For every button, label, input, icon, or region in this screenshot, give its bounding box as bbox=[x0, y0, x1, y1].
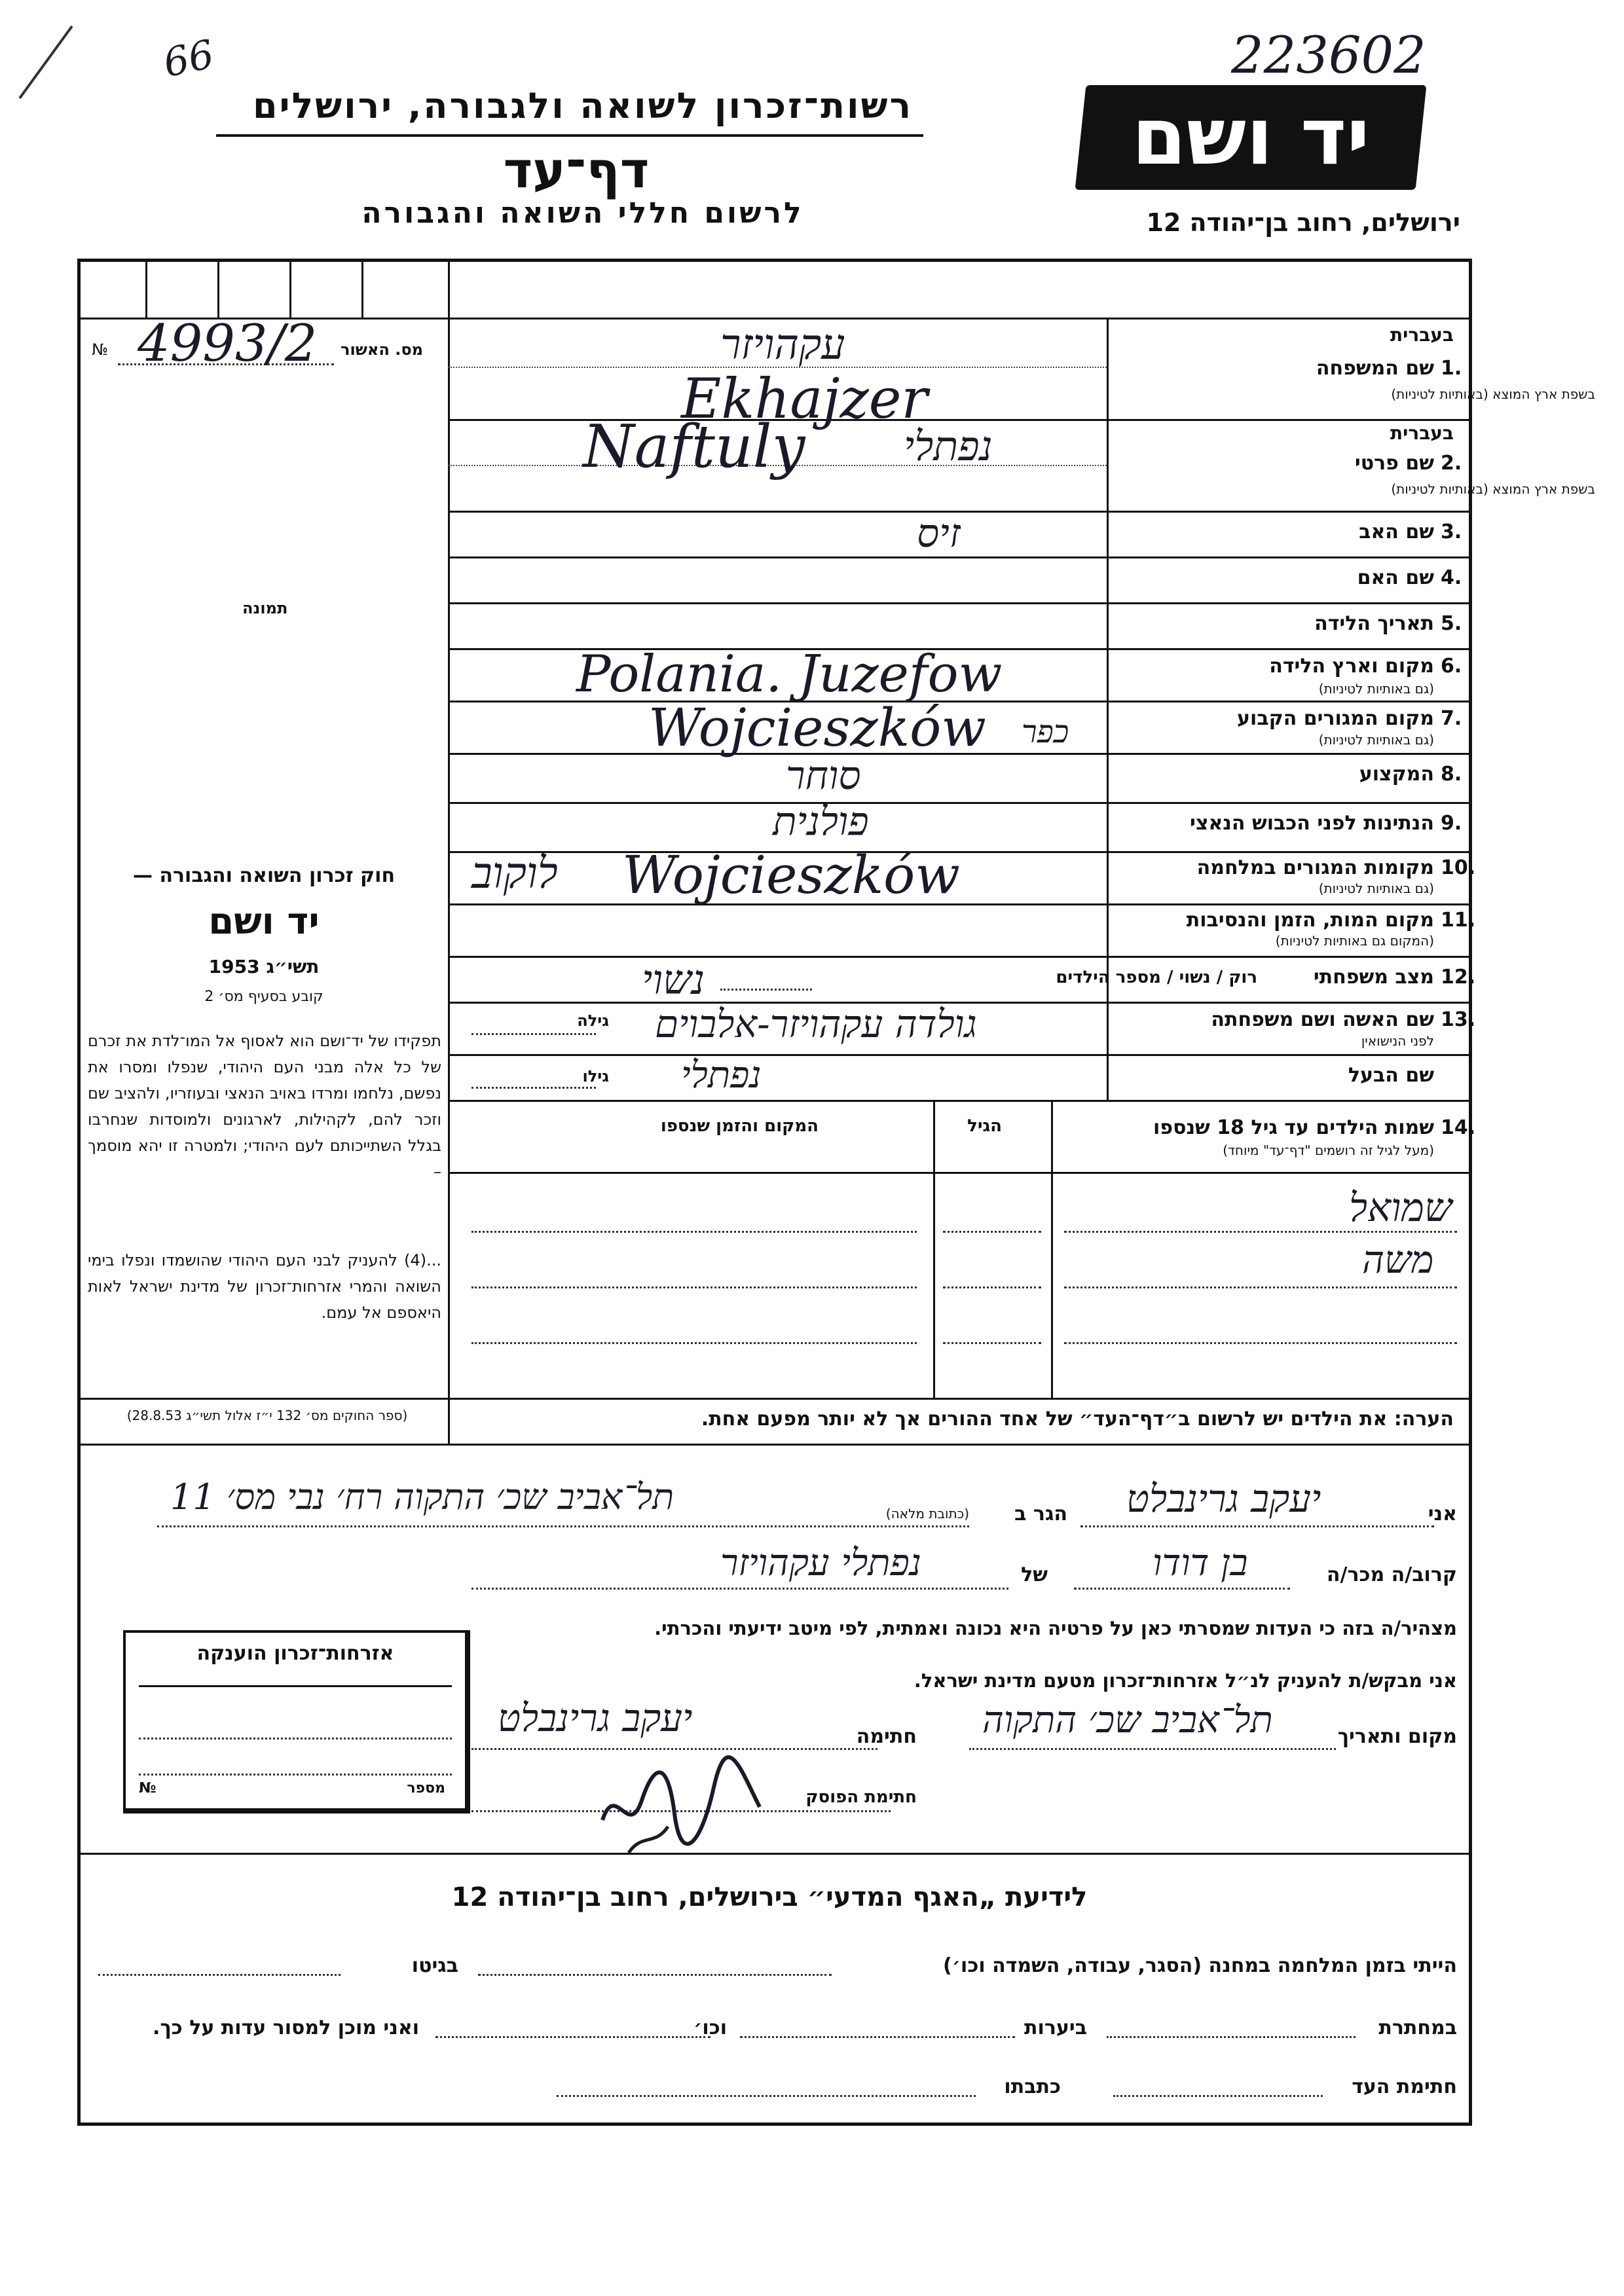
field8-num: 8. bbox=[1441, 763, 1462, 786]
logo-text: יד ושם bbox=[1132, 92, 1370, 183]
children-sub: (מעל לגיל זה רושמים "דף־עד" מיוחד) bbox=[1223, 1142, 1434, 1158]
decl-address-value[interactable]: תל־אביב שכ׳ התקוה רח׳ נבי מס׳ 11 bbox=[170, 1476, 674, 1518]
field2-num: 2. bbox=[1441, 452, 1462, 475]
law-name: יד ושם bbox=[208, 900, 320, 943]
field13-label: שם האשה ושם משפחתה bbox=[1211, 1008, 1434, 1031]
footer-witness-sig-label: חתימת העד bbox=[1352, 2075, 1457, 2098]
decl-of-value[interactable]: נפתלי עקהויזר bbox=[720, 1542, 921, 1584]
field1-value-latin[interactable]: Ekhajzer bbox=[681, 367, 928, 431]
field1-hebrew-tag: בעברית bbox=[1390, 324, 1454, 346]
field8-label: המקצוע bbox=[1359, 763, 1434, 786]
photo-label: תמונה bbox=[242, 599, 288, 617]
decl-signature-value[interactable]: יעקב גרינבלט bbox=[498, 1696, 693, 1740]
children-label: שמות הילדים עד גיל 18 שנספו bbox=[1153, 1116, 1434, 1139]
field2-value-latin[interactable]: Naftuly bbox=[583, 412, 805, 481]
corner-stroke-icon bbox=[13, 20, 92, 105]
field10-sub: (גם באותיות לטיניות) bbox=[1318, 881, 1434, 896]
field12-label: מצב משפחתי bbox=[1313, 966, 1434, 989]
law-source: (ספר החוקים מס׳ 132 י״ז אלול תשי״ג 28.8.53) bbox=[126, 1408, 408, 1423]
field11-num: 11. bbox=[1441, 909, 1476, 932]
law-clause: קובע בסעיף מס׳ 2 bbox=[204, 989, 323, 1005]
form-frame bbox=[77, 259, 1472, 2126]
footer-address-label: כתבתו bbox=[1004, 2075, 1061, 2098]
field11-label: מקום המות, הזמן והנסיבות bbox=[1186, 909, 1434, 932]
form-subtitle: לרשום חללי השואה והגבורה bbox=[361, 196, 804, 230]
field10-value-latin[interactable]: Wojcieszków bbox=[622, 845, 960, 905]
field13-sub: לפני הנישואין bbox=[1361, 1033, 1434, 1049]
citizenship-box bbox=[123, 1630, 470, 1813]
header-rule bbox=[216, 134, 923, 137]
field1-label: שם המשפחה bbox=[1316, 357, 1434, 380]
decl-official-sig-label: חתימת הפוסק bbox=[805, 1787, 917, 1807]
field12-num: 12. bbox=[1441, 966, 1476, 989]
child-name-2[interactable]: משה bbox=[1362, 1237, 1434, 1282]
archive-number: 223602 bbox=[1231, 26, 1426, 85]
field3-value[interactable]: זיס bbox=[917, 511, 961, 556]
field7-value-hebrew[interactable]: כפר bbox=[1022, 714, 1069, 750]
decl-signature-label: חתימה bbox=[856, 1725, 917, 1748]
field6-num: 6. bbox=[1441, 655, 1462, 678]
field8-value[interactable]: סוחר bbox=[786, 753, 861, 799]
law-paragraph-1: תפקידו של יד־ושם הוא לאסוף אל המו־לדת את זכרם של כל אלה מבני העם היהודי, שנפלו ומסרו את נפשם, נלחמו ומרדו באויב הנאצי ובעוזריו, ולהציב שם וזכר להם, לקהילות, לארגונים ולמוסדות שנחרבו בגלל השתייכותם לעם היהודי; ולמטרה זו יהא מוסמך – bbox=[88, 1032, 441, 1181]
field12-options: רוק / נשוי / מספר הילדים bbox=[1056, 968, 1257, 987]
footer-heading: לידיעת „האגף המדעי״ בירושלים, רחוב בן־יהודה 12 bbox=[451, 1882, 1088, 1912]
husband-age-label: גילו bbox=[582, 1067, 609, 1085]
field6-label: מקום וארץ הלידה bbox=[1269, 655, 1434, 678]
left-column-divider bbox=[448, 318, 450, 1398]
field1-sub: בשפת ארץ המוצא (באותיות לטיניות) bbox=[1391, 386, 1595, 402]
citizenship-title: אזרחות־זכרון הוענקה bbox=[196, 1642, 394, 1665]
decl-statement: מצהיר/ה בזה כי העדות שמסרתי כאן על פרטיה היא נכונה ואמתית, לפי מיטב ידיעתי והכרתי. bbox=[654, 1617, 1457, 1639]
decl-i-label: אני bbox=[1428, 1503, 1457, 1525]
law-year: תשי״ג 1953 bbox=[208, 956, 320, 977]
field10-num: 10. bbox=[1441, 856, 1476, 879]
field2-value-hebrew[interactable]: נפתלי bbox=[904, 422, 993, 470]
decl-place-date-value[interactable]: תל־אביב שכ׳ התקוה bbox=[982, 1699, 1273, 1741]
decl-request: אני מבקש/ת להעניק לנ״ל אזרחות־זכרון מטעם מדינת ישראל. bbox=[913, 1669, 1457, 1692]
children-num: 14. bbox=[1441, 1116, 1476, 1139]
note: הערה: את הילדים יש לרשום ב״דף־העד״ של אחד ההורים אך לא יותר מפעם אחת. bbox=[701, 1408, 1454, 1430]
decl-i-value[interactable]: יעקב גרינבלט bbox=[1126, 1476, 1321, 1521]
decl-lives-label: הגר ב bbox=[1014, 1503, 1067, 1525]
field10-value-hebrew[interactable]: לוקוב bbox=[471, 848, 558, 898]
field13-num: 13. bbox=[1441, 1008, 1476, 1031]
field5-label: תאריך הלידה bbox=[1314, 612, 1434, 635]
footer-forests-label: ביערות bbox=[1024, 2016, 1087, 2039]
field7-sub: (גם באותיות לטיניות) bbox=[1318, 732, 1434, 748]
field7-value-latin[interactable]: Wojcieszków bbox=[648, 697, 986, 758]
husband-value[interactable]: נפתלי bbox=[681, 1054, 762, 1097]
footer-underground-label: במחתרת bbox=[1378, 2016, 1457, 2039]
field11-sub: (המקום גם באותיות לטיניות) bbox=[1275, 933, 1434, 949]
field1-num: 1. bbox=[1441, 357, 1462, 380]
field1-value-hebrew[interactable]: עקהויזר bbox=[720, 321, 845, 369]
field4-label: שם האם bbox=[1357, 566, 1434, 589]
approval-no-sign: № bbox=[92, 340, 108, 359]
field9-value[interactable]: פולנית bbox=[773, 799, 869, 845]
field7-num: 7. bbox=[1441, 707, 1462, 730]
decl-relation-value[interactable]: בן דודו bbox=[1153, 1542, 1248, 1584]
field9-num: 9. bbox=[1441, 812, 1462, 835]
law-title: חוק זכרון השואה והגבורה — bbox=[132, 864, 396, 887]
field5-num: 5. bbox=[1441, 612, 1462, 635]
footer-ghetto-label: בגיטו bbox=[411, 1954, 458, 1977]
citizenship-number-label: מספר bbox=[407, 1780, 445, 1796]
field6-sub: (גם באותיות לטיניות) bbox=[1318, 681, 1434, 697]
law-paragraph-2: ...(4) להעניק לבני העם היהודי שהושמדו ונפלו בימי השואה והמרי אזרחות־זכרון של מדינת ישראל לאות היאספם אל עמם. bbox=[88, 1251, 441, 1322]
field3-num: 3. bbox=[1441, 520, 1462, 543]
footer-camp-label: הייתי בזמן המלחמה במחנה (הסגר, עבודה, השמדה וכו׳) bbox=[943, 1954, 1457, 1977]
field12-value[interactable]: נשוי bbox=[642, 956, 705, 1004]
approval-value[interactable]: 4993/2 bbox=[138, 314, 318, 373]
decl-place-date-label: מקום ותאריך bbox=[1337, 1725, 1457, 1748]
children-col-place: המקום והזמן שנספו bbox=[660, 1116, 819, 1136]
decl-of-label: של bbox=[1021, 1563, 1048, 1586]
field7-label: מקום המגורים הקבוע bbox=[1237, 707, 1434, 730]
field2-label: שם פרטי bbox=[1354, 452, 1434, 475]
husband-label: שם הבעל bbox=[1348, 1064, 1434, 1087]
field2-hebrew-tag: בעברית bbox=[1390, 422, 1454, 444]
form-title: דף־עד bbox=[503, 141, 650, 199]
approval-label: מס. האשור bbox=[341, 340, 423, 359]
field3-label: שם האב bbox=[1359, 520, 1434, 543]
field10-label: מקומות המגורים במלחמה bbox=[1196, 856, 1434, 879]
field9-label: הנתינות לפני הכבוש הנאצי bbox=[1190, 812, 1434, 835]
field13-age-label: גילה bbox=[577, 1011, 609, 1030]
field6-value[interactable]: Polania. Juzefow bbox=[576, 645, 1003, 704]
field2-sub: בשפת ארץ המוצא (באותיות לטיניות) bbox=[1391, 481, 1595, 497]
authority-name: רשות־זכרון לשואה ולגבורה, ירושלים bbox=[252, 85, 913, 126]
footer-ready-label: ואני מוכן למסור עדות על כך. bbox=[153, 2016, 419, 2039]
corner-marks: 66 bbox=[159, 31, 218, 87]
address: ירושלים, רחוב בן־יהודה 12 bbox=[1146, 208, 1460, 237]
logo bbox=[1075, 85, 1427, 190]
official-signature-scribble-icon bbox=[589, 1741, 773, 1859]
decl-relative-label: קרוב/ה מכר/ה bbox=[1326, 1563, 1457, 1586]
field13-value[interactable]: גולדה עקהויזר-אלבוים bbox=[655, 1002, 977, 1046]
child-name-1[interactable]: שמואל bbox=[1349, 1185, 1452, 1231]
footer-etc-label: וכו׳ bbox=[693, 2016, 727, 2039]
field4-num: 4. bbox=[1441, 566, 1462, 589]
children-col-age: הגיל bbox=[967, 1116, 1002, 1136]
citizenship-no-sign: № bbox=[139, 1780, 157, 1796]
decl-address-hint: (כתובת מלאה) bbox=[885, 1506, 969, 1522]
